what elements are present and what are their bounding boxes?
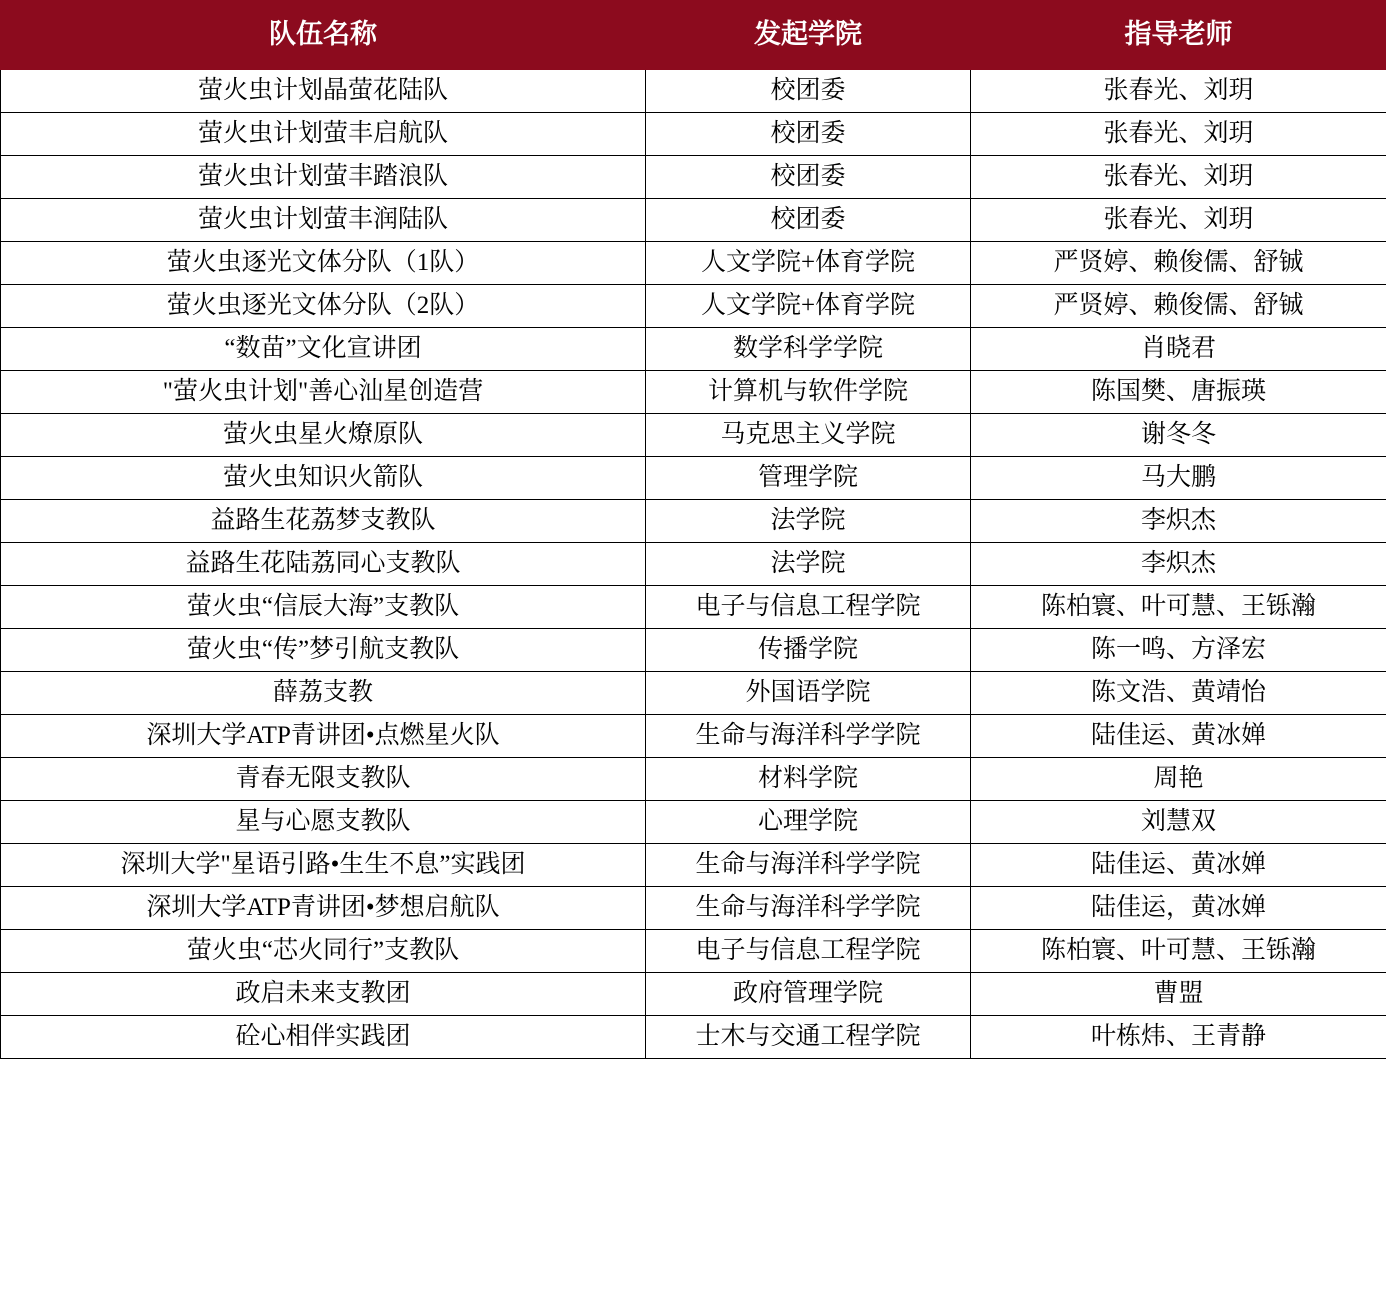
cell-team-name: 砼心相伴实践团 bbox=[1, 1016, 646, 1059]
cell-college: 法学院 bbox=[646, 500, 971, 543]
cell-team-name: 萤火虫“信辰大海”支教队 bbox=[1, 586, 646, 629]
cell-advisor: 陆佳运，黄冰婵 bbox=[971, 887, 1386, 930]
table-row bbox=[1, 801, 1386, 844]
cell-team-name: 深圳大学ATP青讲团•梦想启航队 bbox=[1, 887, 646, 930]
cell-college: 人文学院+体育学院 bbox=[646, 285, 971, 328]
cell-college: 生命与海洋科学学院 bbox=[646, 715, 971, 758]
cell-college: 电子与信息工程学院 bbox=[646, 930, 971, 973]
cell-team-name: 青春无限支教队 bbox=[1, 758, 646, 801]
table-row bbox=[1, 973, 1386, 1016]
table-header bbox=[1, 1, 1386, 70]
table-body bbox=[1, 70, 1386, 1059]
cell-college: 材料学院 bbox=[646, 758, 971, 801]
cell-advisor: 曹盟 bbox=[971, 973, 1386, 1016]
table-row bbox=[1, 199, 1386, 242]
column-header-team-name: 队伍名称 bbox=[1, 1, 646, 70]
cell-college: 管理学院 bbox=[646, 457, 971, 500]
cell-college: 校团委 bbox=[646, 70, 971, 113]
cell-advisor: 陈柏寰、叶可慧、王铄瀚 bbox=[971, 586, 1386, 629]
table-row bbox=[1, 371, 1386, 414]
cell-college: 马克思主义学院 bbox=[646, 414, 971, 457]
table-row bbox=[1, 930, 1386, 973]
cell-team-name: 萤火虫“传”梦引航支教队 bbox=[1, 629, 646, 672]
cell-college: 校团委 bbox=[646, 113, 971, 156]
cell-team-name: 益路生花陆荔同心支教队 bbox=[1, 543, 646, 586]
table-row bbox=[1, 156, 1386, 199]
table-row bbox=[1, 1016, 1386, 1059]
cell-advisor: 严贤婷、赖俊儒、舒铖 bbox=[971, 242, 1386, 285]
table-row bbox=[1, 285, 1386, 328]
cell-advisor: 刘慧双 bbox=[971, 801, 1386, 844]
cell-team-name: 薛荔支教 bbox=[1, 672, 646, 715]
cell-advisor: 严贤婷、赖俊儒、舒铖 bbox=[971, 285, 1386, 328]
table-row bbox=[1, 457, 1386, 500]
cell-team-name: 萤火虫计划晶萤花陆队 bbox=[1, 70, 646, 113]
cell-team-name: 政启未来支教团 bbox=[1, 973, 646, 1016]
cell-college: 生命与海洋科学学院 bbox=[646, 887, 971, 930]
table-row bbox=[1, 672, 1386, 715]
table-row bbox=[1, 500, 1386, 543]
cell-advisor: 陈柏寰、叶可慧、王铄瀚 bbox=[971, 930, 1386, 973]
cell-college: 政府管理学院 bbox=[646, 973, 971, 1016]
cell-advisor: 张春光、刘玥 bbox=[971, 113, 1386, 156]
cell-team-name: "萤火虫计划"善心汕星创造营 bbox=[1, 371, 646, 414]
table-row bbox=[1, 242, 1386, 285]
table-row bbox=[1, 328, 1386, 371]
table-row bbox=[1, 543, 1386, 586]
cell-college: 传播学院 bbox=[646, 629, 971, 672]
table-header-row bbox=[1, 1, 1386, 70]
cell-advisor: 李炽杰 bbox=[971, 500, 1386, 543]
cell-college: 人文学院+体育学院 bbox=[646, 242, 971, 285]
cell-college: 生命与海洋科学学院 bbox=[646, 844, 971, 887]
cell-advisor: 周艳 bbox=[971, 758, 1386, 801]
cell-advisor: 陈国樊、唐振瑛 bbox=[971, 371, 1386, 414]
table-row bbox=[1, 414, 1386, 457]
table-row bbox=[1, 715, 1386, 758]
cell-college: 电子与信息工程学院 bbox=[646, 586, 971, 629]
cell-college: 数学科学学院 bbox=[646, 328, 971, 371]
cell-team-name: 萤火虫计划萤丰踏浪队 bbox=[1, 156, 646, 199]
cell-team-name: 萤火虫知识火箭队 bbox=[1, 457, 646, 500]
cell-advisor: 马大鹏 bbox=[971, 457, 1386, 500]
cell-college: 外国语学院 bbox=[646, 672, 971, 715]
cell-team-name: 深圳大学"星语引路•生生不息”实践团 bbox=[1, 844, 646, 887]
table-row bbox=[1, 70, 1386, 113]
cell-college: 法学院 bbox=[646, 543, 971, 586]
cell-advisor: 肖晓君 bbox=[971, 328, 1386, 371]
cell-team-name: 萤火虫计划萤丰启航队 bbox=[1, 113, 646, 156]
cell-advisor: 陆佳运、黄冰婵 bbox=[971, 715, 1386, 758]
cell-team-name: 萤火虫星火燎原队 bbox=[1, 414, 646, 457]
table-row bbox=[1, 887, 1386, 930]
table-row bbox=[1, 586, 1386, 629]
cell-advisor: 张春光、刘玥 bbox=[971, 156, 1386, 199]
cell-team-name: 萤火虫计划萤丰润陆队 bbox=[1, 199, 646, 242]
table-row bbox=[1, 844, 1386, 887]
cell-advisor: 谢冬冬 bbox=[971, 414, 1386, 457]
cell-team-name: 星与心愿支教队 bbox=[1, 801, 646, 844]
table-row bbox=[1, 758, 1386, 801]
table-row bbox=[1, 629, 1386, 672]
cell-college: 校团委 bbox=[646, 156, 971, 199]
cell-team-name: 益路生花荔梦支教队 bbox=[1, 500, 646, 543]
cell-team-name: 深圳大学ATP青讲团•点燃星火队 bbox=[1, 715, 646, 758]
table-row bbox=[1, 113, 1386, 156]
cell-advisor: 陈文浩、黄靖怡 bbox=[971, 672, 1386, 715]
cell-college: 士木与交通工程学院 bbox=[646, 1016, 971, 1059]
cell-team-name: “数苗”文化宣讲团 bbox=[1, 328, 646, 371]
cell-team-name: 萤火虫逐光文体分队（1队） bbox=[1, 242, 646, 285]
cell-advisor: 李炽杰 bbox=[971, 543, 1386, 586]
cell-college: 心理学院 bbox=[646, 801, 971, 844]
cell-advisor: 陆佳运、黄冰婵 bbox=[971, 844, 1386, 887]
cell-advisor: 张春光、刘玥 bbox=[971, 70, 1386, 113]
cell-team-name: 萤火虫“芯火同行”支教队 bbox=[1, 930, 646, 973]
cell-advisor: 叶栋炜、王青静 bbox=[971, 1016, 1386, 1059]
cell-college: 计算机与软件学院 bbox=[646, 371, 971, 414]
column-header-college: 发起学院 bbox=[646, 1, 971, 70]
cell-advisor: 张春光、刘玥 bbox=[971, 199, 1386, 242]
column-header-advisor: 指导老师 bbox=[971, 1, 1386, 70]
cell-team-name: 萤火虫逐光文体分队（2队） bbox=[1, 285, 646, 328]
cell-advisor: 陈一鸣、方泽宏 bbox=[971, 629, 1386, 672]
cell-college: 校团委 bbox=[646, 199, 971, 242]
